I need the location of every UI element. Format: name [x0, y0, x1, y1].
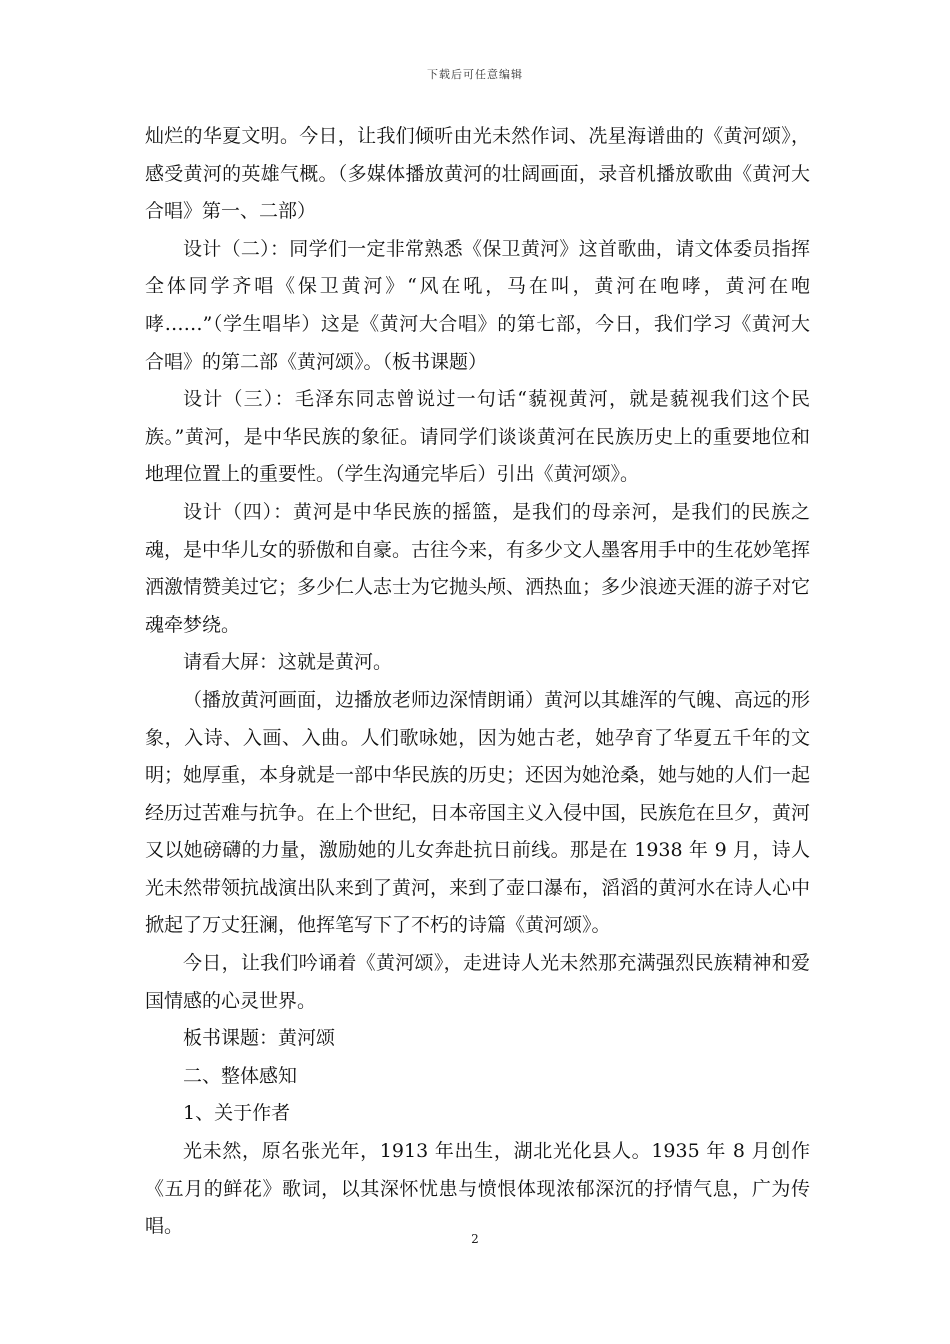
paragraph-recitation: （播放黄河画面，边播放老师边深情朗诵）黄河以其雄浑的气魄、高远的形象，入诗、入画、入曲。人们歌咏她，因为她古老，她孕育了华夏五千年的文明；她厚重，本身就是一部中华民族的历史；还因为她沧桑，她与她的人们一起经历过苦难与抗争。在上个世纪，日本帝国主义入侵中国，民族危在旦夕，黄河又以她磅礴的力量，激励她的儿女奔赴抗日前线。那是在 1938 年 9 月，诗人光未然带领抗战演出队来到了黄河，来到了壶口瀑布，滔滔的黄河水在诗人心中掀起了万丈狂澜，他挥笔写下了不朽的诗篇《黄河颂》。 [145, 688, 811, 937]
section-heading-overall: 二、整体感知 [183, 1064, 298, 1087]
paragraph-design-four: 设计（四）：黄河是中华民族的摇篮，是我们的母亲河，是我们的民族之魂，是中华儿女的骄傲和自豪。古往今来，有多少文人墨客用手中的生花妙笔挥洒激情赞美过它；多少仁人志士为它抛头颅、洒热血；多少浪迹天涯的游子对它魂牵梦绕。 [145, 500, 811, 636]
paragraph-today: 今日，让我们吟诵着《黄河颂》，走进诗人光未然那充满强烈民族精神和爱国情感的心灵世界。 [145, 952, 810, 1012]
paragraph-design-two: 设计（二）：同学们一定非常熟悉《保卫黄河》这首歌曲，请文体委员指挥全体同学齐唱《保卫黄河》“风在吼，马在叫，黄河在咆哮，黄河在咆哮……”（学生唱毕）这是《黄河大合唱》的第七部，今日，我们学习《黄河大合唱》的第二部《黄河颂》。（板书课题） [145, 237, 810, 373]
page-number: 2 [471, 1232, 479, 1246]
document-body [145, 118, 810, 1246]
page-header: 下载后可任意编辑 [427, 68, 523, 81]
paragraph-big-screen: 请看大屏：这就是黄河。 [183, 651, 393, 674]
subsection-heading-author: 1、关于作者 [183, 1102, 291, 1125]
paragraph-design-three: 设计（三）：毛泽东同志曾说过一句话“藐视黄河，就是藐视我们这个民族。”黄河，是中华民族的象征。请同学们谈谈黄河在民族历史上的重要地位和地理位置上的重要性。（学生沟通完毕后）引出《黄河颂》。 [145, 388, 810, 486]
paragraph-author-bio: 光未然，原名张光年，1913 年出生，湖北光化县人。1935 年 8 月创作《五月的鲜花》歌词，以其深怀忧患与愤恨体现浓郁深沉的抒情气息，广为传唱。 [145, 1140, 810, 1238]
paragraph-intro-continued: 灿烂的华夏文明。今日，让我们倾听由光未然作词、冼星海谱曲的《黄河颂》，感受黄河的英雄气概。（多媒体播放黄河的壮阔画面，录音机播放歌曲《黄河大合唱》第一、二部） [145, 125, 810, 223]
paragraph-board-title: 板书课题：黄河颂 [183, 1027, 336, 1050]
